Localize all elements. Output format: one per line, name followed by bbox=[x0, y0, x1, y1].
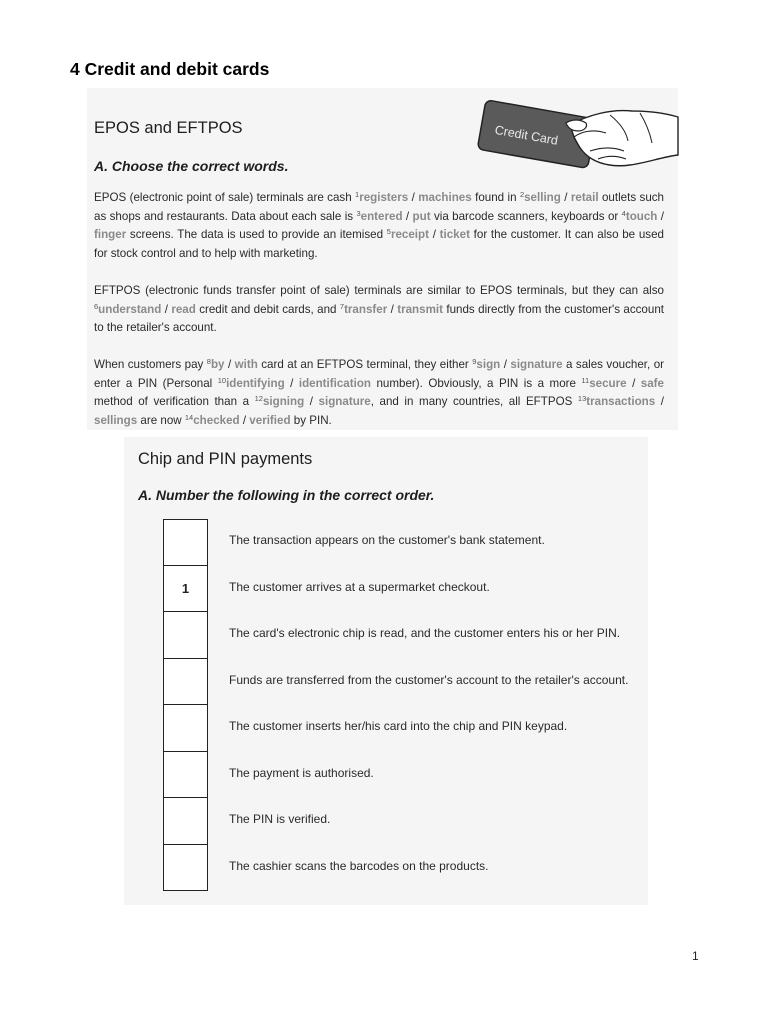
section-heading: Chip and PIN payments bbox=[138, 450, 313, 468]
option-touch[interactable]: touch bbox=[625, 209, 658, 223]
step-text: The transaction appears on the customer's bank statement. bbox=[229, 533, 545, 547]
option-verified[interactable]: verified bbox=[249, 413, 291, 427]
order-number-box[interactable] bbox=[163, 519, 208, 566]
option-transfer[interactable]: transfer bbox=[344, 302, 388, 316]
option-put[interactable]: put bbox=[412, 209, 431, 223]
option-signing[interactable]: signing bbox=[262, 395, 305, 408]
page-title: 4 Credit and debit cards bbox=[70, 59, 270, 79]
page-number: 1 bbox=[692, 949, 699, 963]
option-selling[interactable]: selling bbox=[524, 191, 561, 204]
chip-and-pin-section bbox=[124, 437, 648, 905]
option-by[interactable]: by bbox=[210, 358, 225, 371]
option-retail[interactable]: retail bbox=[570, 191, 599, 204]
step-text: The customer inserts her/his card into the chip and PIN keypad. bbox=[229, 719, 568, 733]
paragraph-payment: When customers pay $^8$by / with card at an EFTPOS terminal, they either $^9$sign / signature a sales voucher, or enter a PIN (Personal $^{10}$identifying / identification number). Obviously, a PIN is a more $^{11}$secure / safe method of verification than a $^{12}$signing / signature, and in many countries, all EFTPOS $^{13}$transactions / sellings are now $^{14}$checked / verified by PIN. bbox=[94, 357, 665, 427]
order-number-box[interactable] bbox=[163, 611, 208, 659]
step-text: The card's electronic chip is read, and the customer enters his or her PIN. bbox=[229, 626, 621, 640]
option-transmit[interactable]: transmit bbox=[397, 302, 443, 316]
step-text: The customer arrives at a supermarket checkout. bbox=[229, 579, 490, 594]
option-understand[interactable]: understand bbox=[98, 302, 162, 316]
option-identification[interactable]: identification bbox=[298, 376, 371, 390]
option-safe[interactable]: safe bbox=[640, 376, 664, 390]
option-ticket[interactable]: ticket bbox=[439, 228, 470, 241]
option-read[interactable]: read bbox=[171, 302, 196, 316]
order-number-box[interactable] bbox=[163, 658, 208, 706]
option-sign[interactable]: sign bbox=[476, 358, 501, 371]
option-sellings[interactable]: sellings bbox=[94, 413, 138, 427]
order-number-box[interactable] bbox=[163, 797, 208, 845]
card-label: Credit Card bbox=[493, 122, 560, 148]
option-registers[interactable]: registers bbox=[359, 191, 409, 204]
section-instruction: A. Number the following in the correct order. bbox=[138, 487, 435, 503]
step-text: The cashier scans the barcodes on the products. bbox=[229, 858, 489, 873]
step-text: Funds are transferred from the customer's account to the retailer's account. bbox=[229, 672, 629, 687]
section-heading: EPOS and EFTPOS bbox=[94, 119, 243, 137]
option-signature[interactable]: signature bbox=[510, 358, 563, 371]
order-number-box[interactable]: 1 bbox=[163, 565, 208, 613]
epos-eftpos-section bbox=[87, 88, 678, 430]
option-secure[interactable]: secure bbox=[589, 376, 627, 390]
order-number-box[interactable] bbox=[163, 751, 208, 799]
option-receipt[interactable]: receipt bbox=[390, 228, 429, 241]
option-signature-2[interactable]: signature bbox=[318, 395, 371, 408]
order-number-box[interactable] bbox=[163, 844, 208, 892]
option-checked[interactable]: checked bbox=[193, 413, 240, 427]
paragraph-epos: EPOS (electronic point of sale) terminals are cash $^1$registers / machines found in $^2$selling / retail outlets such as shops and restaurants. Data about each sale is $^3$entered / put via barcode scanners, keyboards or $^4$touch / finger screens. The data is used to provide an itemised $^5$receipt / ticket for the customer. It can also be used for stock control and to help with marketing. bbox=[94, 190, 665, 260]
option-with[interactable]: with bbox=[234, 358, 258, 371]
section-instruction: A. Choose the correct words. bbox=[94, 158, 289, 174]
option-finger[interactable]: finger bbox=[94, 228, 127, 241]
hand-holding-credit-card-illustration bbox=[470, 93, 680, 173]
paragraph-eftpos: EFTPOS (electronic funds transfer point of sale) terminals are similar to EPOS terminals, but they can also $^6$understand / read credit and debit cards, and $^7$transfer / transmit funds directly from the customer's account to the retailer's account. bbox=[94, 284, 664, 334]
step-text: The payment is authorised. bbox=[229, 765, 374, 780]
order-number-box[interactable] bbox=[163, 704, 208, 752]
option-identifying[interactable]: identifying bbox=[226, 376, 285, 390]
step-text: The PIN is verified. bbox=[229, 812, 331, 826]
option-transactions[interactable]: transactions bbox=[586, 395, 656, 408]
option-machines[interactable]: machines bbox=[418, 191, 472, 204]
option-entered[interactable]: entered bbox=[360, 209, 403, 223]
